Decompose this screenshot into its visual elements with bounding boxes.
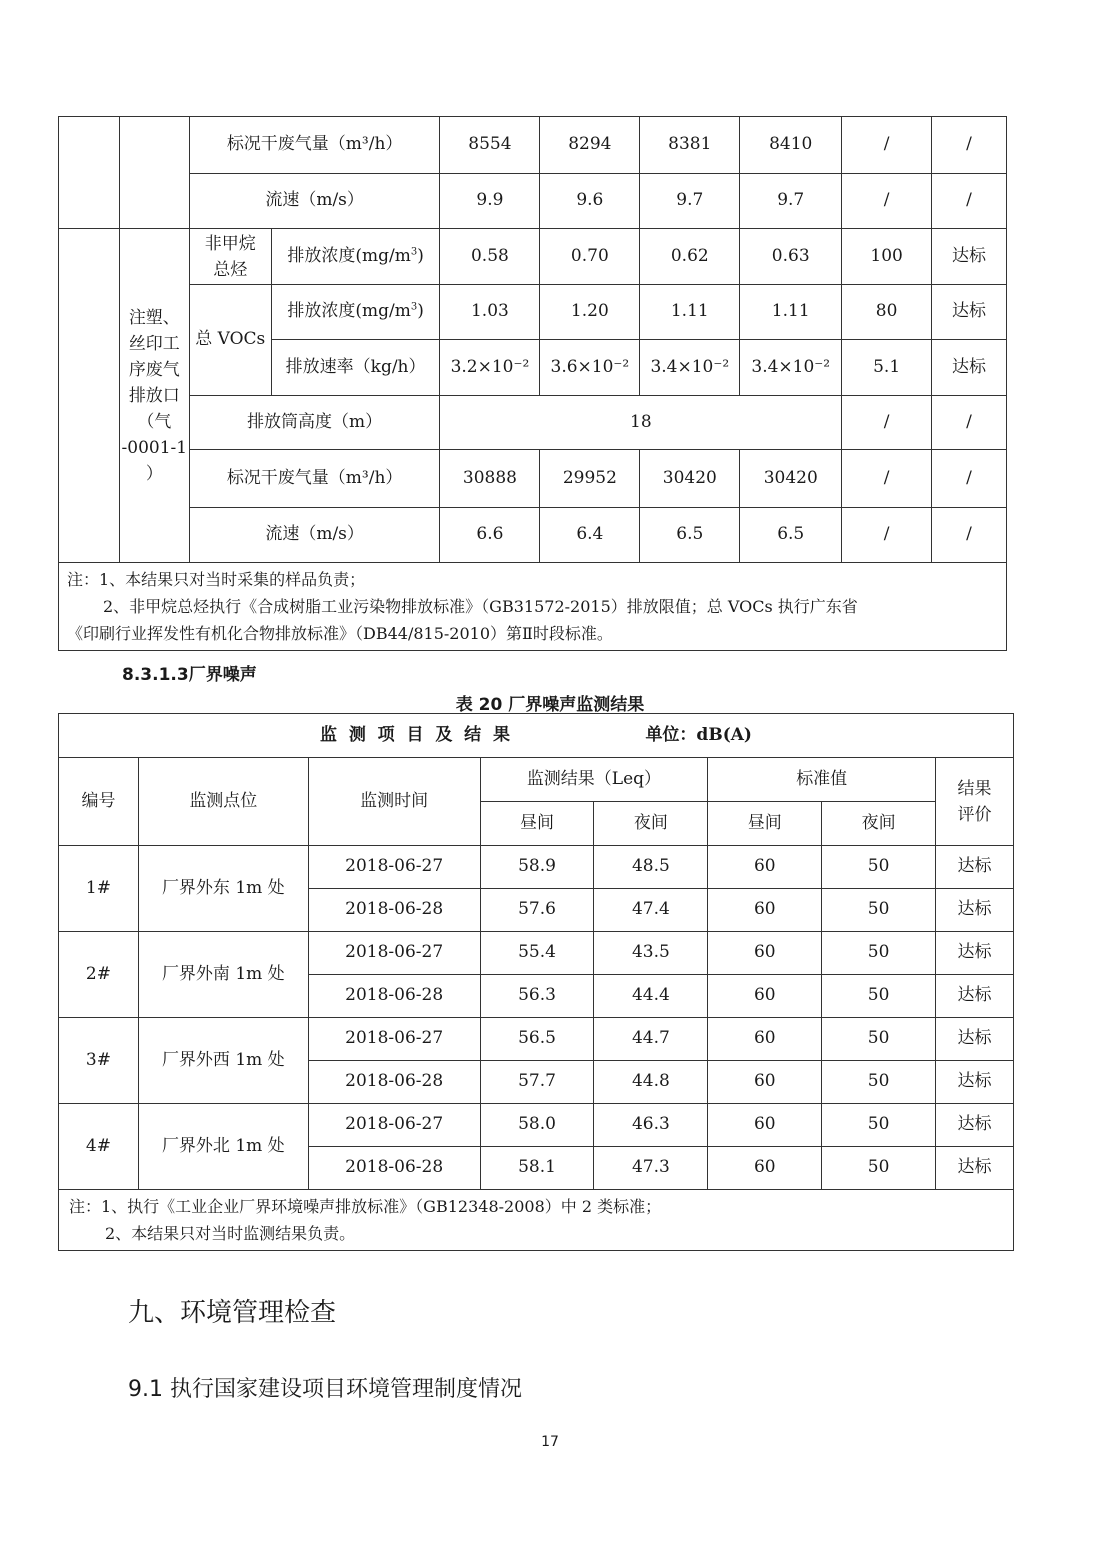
table-row (59, 396, 1007, 450)
note-line: 注：1、本结果只对当时采集的样品负责； (67, 570, 366, 589)
eval-cell: 达标 (936, 1147, 1014, 1190)
value-cell: 1.20 (540, 285, 640, 340)
limit-cell: / (842, 508, 932, 563)
table-row (59, 1104, 1014, 1147)
cell (59, 229, 120, 563)
table-caption: 表 20 厂界噪声监测结果 (455, 695, 645, 715)
value-cell: 29952 (540, 450, 640, 508)
table-row (59, 714, 1014, 758)
waste-gas-table (58, 116, 1007, 651)
header-day: 昼间 (480, 802, 594, 846)
item-cell: 标况干废气量（m³/h） (189, 450, 440, 508)
header-std-day: 昼间 (708, 802, 822, 846)
limit-cell: / (842, 450, 932, 508)
value-cell: 0.58 (440, 229, 540, 285)
notes-row (59, 1190, 1014, 1251)
std-night-cell: 50 (822, 932, 936, 975)
table-row (59, 846, 1014, 889)
section-heading: 9.1 执行国家建设项目环境管理制度情况 (128, 1377, 522, 1402)
std-day-cell: 60 (708, 1147, 822, 1190)
night-cell: 44.8 (594, 1061, 708, 1104)
table-title-cell (59, 714, 1014, 758)
std-day-cell: 60 (708, 889, 822, 932)
group-line: 非甲烷 (204, 233, 256, 254)
item-cell: 流速（m/s） (189, 174, 440, 229)
day-cell: 56.5 (480, 1018, 594, 1061)
date-cell: 2018-06-27 (308, 1018, 480, 1061)
day-cell: 58.1 (480, 1147, 594, 1190)
std-day-cell: 60 (708, 1104, 822, 1147)
header-eval (936, 758, 1014, 846)
night-cell: 47.3 (594, 1147, 708, 1190)
value-cell: 9.7 (740, 174, 842, 229)
value-cell: 1.11 (640, 285, 740, 340)
value-cell: 1.03 (440, 285, 540, 340)
header-no: 编号 (59, 758, 139, 846)
night-cell: 47.4 (594, 889, 708, 932)
eval-cell: / (932, 174, 1007, 229)
notes-row (59, 563, 1007, 651)
source-line: （气 (137, 411, 172, 432)
source-line: 丝印工 (128, 333, 180, 354)
limit-cell: / (842, 174, 932, 229)
eval-cell: 达标 (932, 229, 1007, 285)
date-cell: 2018-06-27 (308, 846, 480, 889)
eval-cell: 达标 (936, 889, 1014, 932)
std-night-cell: 50 (822, 1147, 936, 1190)
eval-cell: 达标 (936, 932, 1014, 975)
std-night-cell: 50 (822, 1104, 936, 1147)
value-cell: 6.6 (440, 508, 540, 563)
site-point: 厂界外西 1m 处 (138, 1018, 308, 1104)
eval-cell: / (932, 117, 1007, 174)
std-day-cell: 60 (708, 975, 822, 1018)
eval-cell: / (932, 508, 1007, 563)
site-no: 3# (59, 1018, 139, 1104)
table-row (59, 932, 1014, 975)
site-point: 厂界外北 1m 处 (138, 1104, 308, 1190)
note-line: 注：1、执行《工业企业厂界环境噪声排放标准》（GB12348-2008）中 2 类标准； (69, 1197, 662, 1216)
value-cell: 3.4×10⁻² (640, 340, 740, 396)
std-night-cell: 50 (822, 1018, 936, 1061)
value-cell: 6.5 (640, 508, 740, 563)
date-cell: 2018-06-28 (308, 1147, 480, 1190)
night-cell: 46.3 (594, 1104, 708, 1147)
site-point: 厂界外东 1m 处 (138, 846, 308, 932)
source-line: 注塑、 (128, 307, 180, 328)
std-day-cell: 60 (708, 1061, 822, 1104)
table-row (59, 450, 1007, 508)
value-cell: 8554 (440, 117, 540, 174)
group-cell-nmhc (189, 229, 271, 285)
night-cell: 43.5 (594, 932, 708, 975)
note-line: 2、非甲烷总烃执行《合成树脂工业污染物排放标准》（GB31572-2015）排放限值；总 VOCs 执行广东省 (103, 597, 858, 616)
header-point: 监测点位 (138, 758, 308, 846)
date-cell: 2018-06-27 (308, 932, 480, 975)
header-eval-line: 结果 (957, 778, 992, 799)
value-cell: 3.2×10⁻² (440, 340, 540, 396)
site-no: 1# (59, 846, 139, 932)
day-cell: 57.6 (480, 889, 594, 932)
value-cell: 0.70 (540, 229, 640, 285)
date-cell: 2018-06-28 (308, 889, 480, 932)
header-time: 监测时间 (308, 758, 480, 846)
eval-cell: 达标 (936, 846, 1014, 889)
eval-cell: / (932, 396, 1007, 450)
site-no: 4# (59, 1104, 139, 1190)
std-night-cell: 50 (822, 1061, 936, 1104)
value-cell: 18 (440, 396, 842, 450)
section-heading: 8.3.1.3厂界噪声 (122, 665, 257, 685)
date-cell: 2018-06-27 (308, 1104, 480, 1147)
item-cell: 排放筒高度（m） (189, 396, 440, 450)
eval-cell: 达标 (936, 975, 1014, 1018)
value-cell: 1.11 (740, 285, 842, 340)
item-cell: 排放浓度$(mg/m^3)$ (271, 229, 440, 285)
header-row (59, 758, 1014, 802)
note-line: 2、本结果只对当时监测结果负责。 (105, 1224, 356, 1243)
header-eval-line: 评价 (957, 804, 992, 825)
item-cell: 排放速率（kg/h） (271, 340, 440, 396)
table-row (59, 1018, 1014, 1061)
std-night-cell: 50 (822, 975, 936, 1018)
source-line: ） (145, 463, 163, 484)
cell (119, 117, 189, 229)
group-cell-vocs: 总 VOCs (189, 285, 271, 396)
chapter-heading: 九、环境管理检查 (128, 1298, 337, 1328)
table-row (59, 508, 1007, 563)
group-line: 总烃 (213, 259, 248, 280)
night-cell: 48.5 (594, 846, 708, 889)
header-night: 夜间 (594, 802, 708, 846)
note-line: 《印刷行业挥发性有机化合物排放标准》（DB44/815-2010）第Ⅱ时段标准。 (67, 624, 613, 643)
source-cell (119, 229, 189, 563)
value-cell: 0.63 (740, 229, 842, 285)
value-cell: 8410 (740, 117, 842, 174)
day-cell: 57.7 (480, 1061, 594, 1104)
table-title: 监 测 项 目 及 结 果 (320, 724, 511, 745)
source-line: 序废气 (128, 359, 180, 380)
value-cell: 8294 (540, 117, 640, 174)
value-cell: 9.6 (540, 174, 640, 229)
page-number: 17 (541, 1434, 559, 1450)
item-cell: 排放浓度$(mg/m^3)$ (271, 285, 440, 340)
value-cell: 30888 (440, 450, 540, 508)
eval-cell: 达标 (932, 340, 1007, 396)
limit-cell: 80 (842, 285, 932, 340)
source-line: 排放口 (128, 385, 180, 406)
eval-cell: 达标 (936, 1104, 1014, 1147)
notes-cell (59, 563, 1007, 651)
night-cell: 44.4 (594, 975, 708, 1018)
source-line: -0001-1 (121, 437, 188, 458)
header-standard: 标准值 (708, 758, 936, 802)
std-day-cell: 60 (708, 846, 822, 889)
std-day-cell: 60 (708, 932, 822, 975)
value-cell: 0.62 (640, 229, 740, 285)
value-cell: 3.6×10⁻² (540, 340, 640, 396)
table-row (59, 229, 1007, 285)
table-row (59, 117, 1007, 174)
eval-cell: 达标 (936, 1018, 1014, 1061)
eval-cell: 达标 (936, 1061, 1014, 1104)
day-cell: 55.4 (480, 932, 594, 975)
table-row (59, 285, 1007, 340)
std-night-cell: 50 (822, 889, 936, 932)
value-cell: 6.4 (540, 508, 640, 563)
limit-cell: 100 (842, 229, 932, 285)
value-cell: 9.7 (640, 174, 740, 229)
item-cell: 标况干废气量（m³/h） (189, 117, 440, 174)
day-cell: 56.3 (480, 975, 594, 1018)
day-cell: 58.0 (480, 1104, 594, 1147)
site-point: 厂界外南 1m 处 (138, 932, 308, 1018)
night-cell: 44.7 (594, 1018, 708, 1061)
limit-cell: 5.1 (842, 340, 932, 396)
std-night-cell: 50 (822, 846, 936, 889)
item-cell: 流速（m/s） (189, 508, 440, 563)
limit-cell: / (842, 396, 932, 450)
header-result: 监测结果（Leq） (480, 758, 708, 802)
limit-cell: / (842, 117, 932, 174)
eval-cell: 达标 (932, 285, 1007, 340)
value-cell: 3.4×10⁻² (740, 340, 842, 396)
date-cell: 2018-06-28 (308, 975, 480, 1018)
cell (59, 117, 120, 229)
std-day-cell: 60 (708, 1018, 822, 1061)
notes-cell (59, 1190, 1014, 1251)
value-cell: 8381 (640, 117, 740, 174)
date-cell: 2018-06-28 (308, 1061, 480, 1104)
eval-cell: / (932, 450, 1007, 508)
table-row (59, 174, 1007, 229)
noise-table (58, 713, 1014, 1251)
day-cell: 58.9 (480, 846, 594, 889)
value-cell: 30420 (640, 450, 740, 508)
value-cell: 30420 (740, 450, 842, 508)
header-std-night: 夜间 (822, 802, 936, 846)
value-cell: 6.5 (740, 508, 842, 563)
value-cell: 9.9 (440, 174, 540, 229)
unit-label: 单位：dB(A) (645, 724, 752, 745)
site-no: 2# (59, 932, 139, 1018)
